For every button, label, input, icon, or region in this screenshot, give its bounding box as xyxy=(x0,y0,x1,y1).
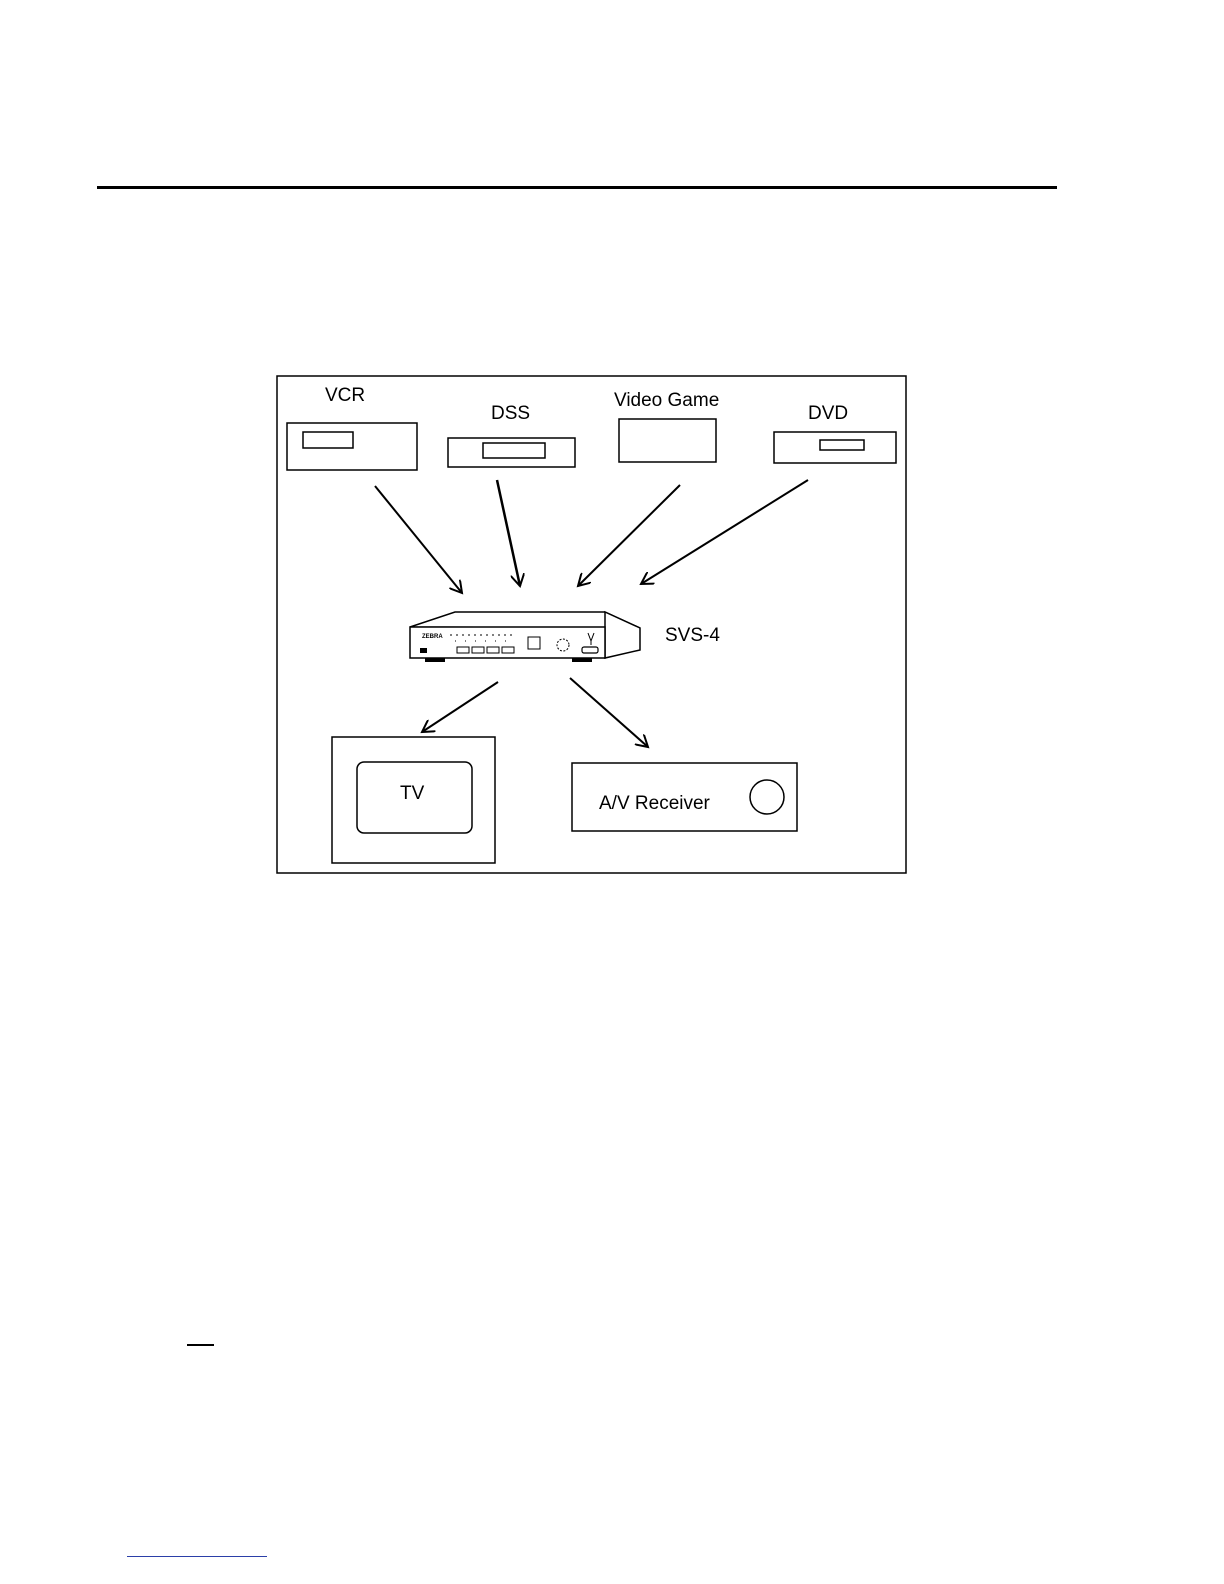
switcher-label: SVS-4 xyxy=(665,625,720,646)
arrow-switcher-to-av-receiver xyxy=(570,678,648,747)
video-game-label: Video Game xyxy=(614,390,720,411)
video-game-device xyxy=(614,390,719,462)
dvd-slot xyxy=(820,440,864,450)
dvd-device xyxy=(774,403,896,463)
vcr-label: VCR xyxy=(325,385,366,406)
arrow-vcr-to-switcher xyxy=(375,486,462,593)
av-receiver-device xyxy=(572,763,797,831)
av-receiver-knob xyxy=(750,780,784,814)
vcr-slot xyxy=(303,432,353,448)
dvd-label: DVD xyxy=(808,403,849,424)
switcher-foot-right xyxy=(572,658,592,662)
switcher-side-face xyxy=(605,612,640,658)
tv-label: TV xyxy=(400,783,425,804)
svs4-switcher-device xyxy=(410,612,720,662)
arrow-dss-to-switcher xyxy=(497,480,520,586)
dss-slot xyxy=(483,443,545,458)
dvd-box xyxy=(774,432,896,463)
vcr-box xyxy=(287,423,417,470)
arrow-video-game-to-switcher xyxy=(578,485,680,586)
dss-device xyxy=(448,403,575,467)
arrow-switcher-to-tv xyxy=(422,682,498,732)
short-rule-mark xyxy=(187,1344,214,1346)
switcher-foot-left xyxy=(425,658,445,662)
tv-device xyxy=(332,737,495,863)
arrow-dvd-to-switcher xyxy=(641,480,808,584)
dss-label: DSS xyxy=(491,403,531,424)
video-game-box xyxy=(619,419,716,462)
av-receiver-label: A/V Receiver xyxy=(599,793,710,814)
footer-rule xyxy=(127,1556,267,1557)
switcher-brand-text: ZEBRA xyxy=(422,634,443,640)
vcr-device xyxy=(287,385,417,470)
switcher-power-switch xyxy=(420,648,427,653)
